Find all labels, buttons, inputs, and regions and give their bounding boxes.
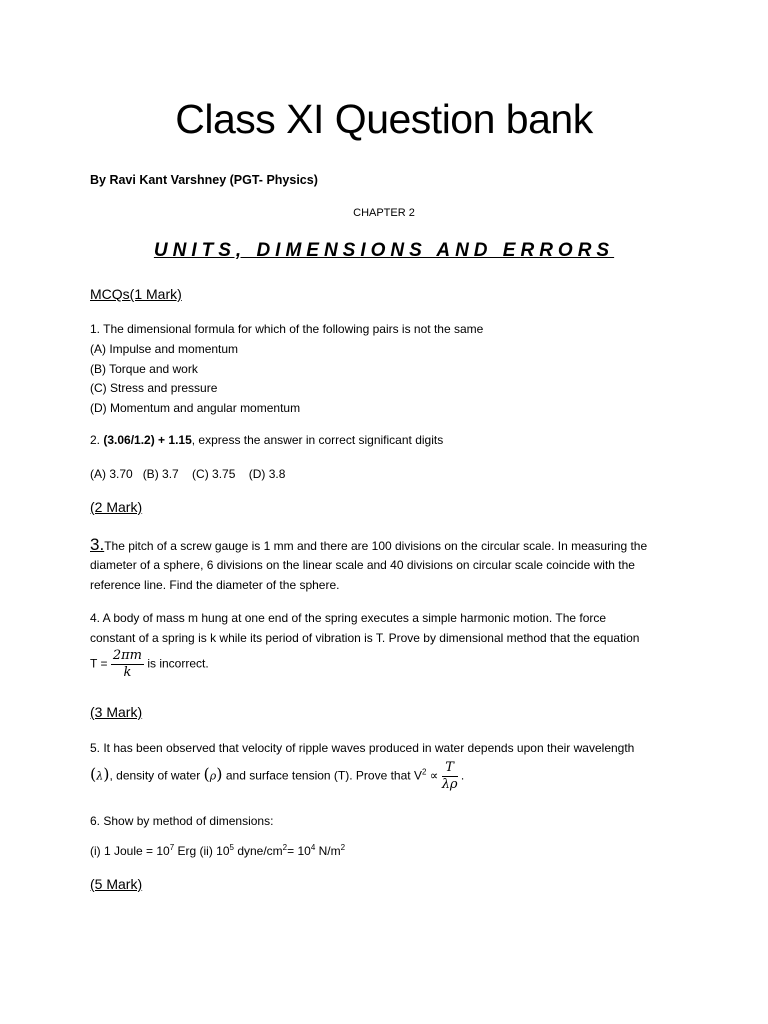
q6-exp-5: 2 [340,843,346,852]
question-4: 4. A body of mass m hung at one end of the spring executes a simple harmonic motion. The force [90,611,607,625]
q6-part-2: Erg (ii) 10 [174,844,230,858]
q2-expression: (3.06/1.2) + 1.15 [103,433,192,447]
q6-exp-2: 5 [229,843,234,852]
chapter-heading: UNITS, DIMENSIONS AND ERRORS [153,240,615,261]
q6-exp-3: 2 [282,843,288,852]
q6-part-3: dyne/cm [233,844,283,858]
q1-option-d: (D) Momentum and angular momentum [90,401,301,415]
q1-option-c: (C) Stress and pressure [90,381,218,395]
section-3-mark: (3 Mark) [90,704,143,720]
q5-surface: and surface tension (T). Prove that V [225,768,422,783]
q4-lhs: T = [90,656,108,671]
chapter-label: CHAPTER 2 [353,207,415,219]
q5-denominator: λρ [441,777,458,792]
q1-option-a: (A) Impulse and momentum [90,342,239,356]
q1-option-b: (B) Torque and work [90,362,198,376]
section-mcq: MCQs(1 Mark) [90,286,182,302]
q5-line-2: (λ), density of water (ρ) and surface tension (T). Prove that $V^2$ ∝ $\frac{T}{\lambda\rho}$ . [90,760,465,792]
q2-text: , express the answer in correct significant digits [191,433,444,447]
q5-lambda: λ [96,769,104,783]
q4-tail: is incorrect. [147,656,209,671]
section-5-mark: (5 Mark) [90,876,143,892]
q6-part-5: N/m [315,844,341,858]
q6-exp-4: 4 [310,843,316,852]
q2-options: (A) 3.70 (B) 3.7 (C) 3.75 (D) 3.8 [90,467,286,481]
q5-density: , density of water [109,768,201,783]
q3-line-2: diameter of a sphere, 6 divisions on the linear scale and 40 divisions on circular scale coincide with the [90,558,635,572]
q6-part-4: = 10 [287,844,311,858]
q5-rho: ρ [209,769,217,783]
q6-exp-1: 7 [169,843,175,852]
q3-number: 3. [90,535,105,554]
q3-line-1: The pitch of a screw gauge is 1 mm and there are 100 divisions on the circular scale. In measuring the [104,539,648,553]
q5-numerator: T [442,760,458,777]
q5-square: 2 [421,767,427,777]
q4-equation [90,648,209,681]
q6-part-1: (i) 1 Joule = 10 [90,844,170,858]
page-title: Class XI Question bank [175,96,593,142]
q3-line-3: reference line. Find the diameter of the sphere. [90,578,340,592]
author-line: By Ravi Kant Varshney (PGT- Physics) [90,173,318,187]
question-2 [90,430,443,450]
q4-numerator: 2πm [112,648,142,663]
question-3 [90,535,647,556]
q5-proportional: ∝ [429,768,439,783]
q2-number: 2. [90,433,101,447]
section-2-mark: (2 Mark) [90,499,143,515]
q4-line-2: constant of a spring is k while its period of vibration is T. Prove by dimensional method that the equation [90,631,640,645]
question-5: 5. It has been observed that velocity of ripple waves produced in water depends upon their wavelength [90,741,635,755]
question-1: 1. The dimensional formula for which of the following pairs is not the same [90,322,484,336]
q5-fraction [442,760,458,793]
q6-equation [90,838,345,861]
q4-fraction [111,648,144,681]
q5-end: . [460,768,465,783]
q4-denominator: k [123,665,132,680]
question-6: 6. Show by method of dimensions: [90,814,274,828]
